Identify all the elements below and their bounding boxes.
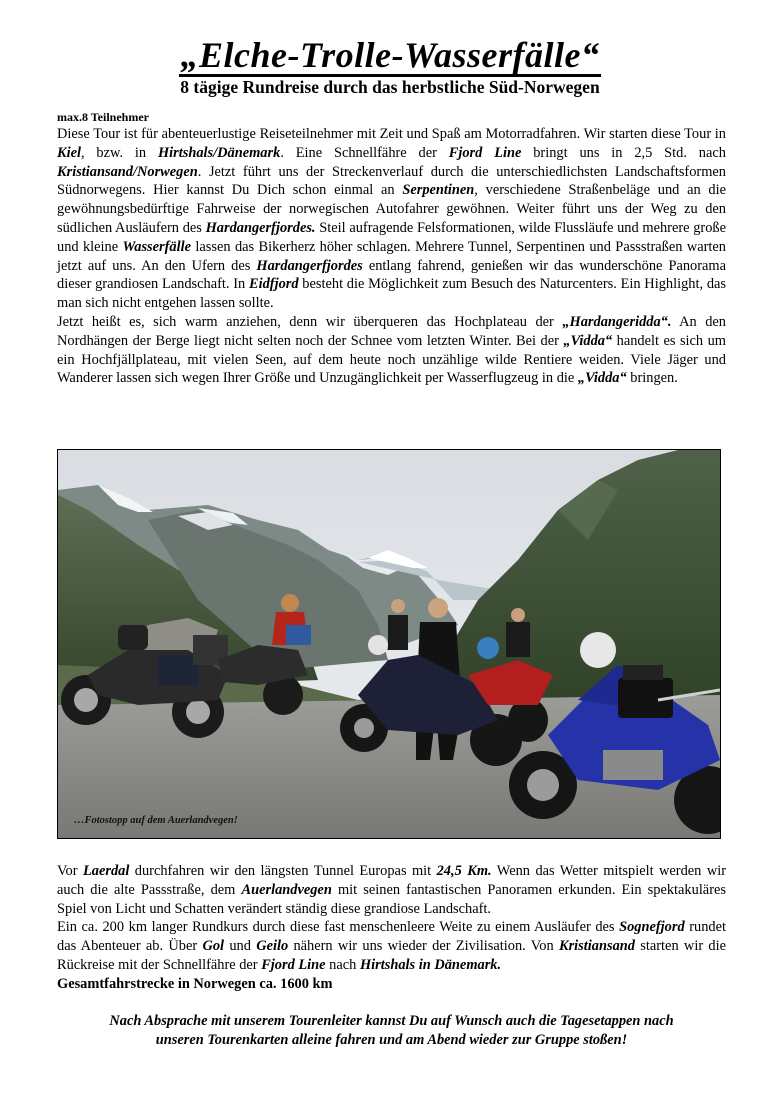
intro-paragraph-1 xyxy=(57,125,726,313)
text-run: lassen das Bikerherz höher schlagen. Mehrere Tunnel, Serpentinen und Passstraßen warten jetzt auf uns. An den Ufern des xyxy=(57,238,726,274)
text-run: nach xyxy=(325,956,360,973)
text-run: Wenn das Wetter mitspielt werden wir auch die alte Passstraße, dem xyxy=(57,863,727,898)
emphasized-term: „Hardangeridda“. xyxy=(562,313,672,330)
emphasized-term: Laerdal xyxy=(82,863,130,879)
intro-paragraph-2 xyxy=(57,313,726,388)
text-run: besteht die Möglichkeit zum Besuch des Naturcenters. Ein Highlight, das man sich nicht entgehen lassen sollte. xyxy=(57,276,726,312)
outro-paragraph-1 xyxy=(57,862,726,918)
text-run: Vor xyxy=(57,863,83,879)
text-run: An den Nordhängen der Berge liegt nicht selten noch der Schnee vom letzten Winter. Bei der xyxy=(57,313,726,349)
document-subtitle: 8 tägige Rundreise durch das herbstliche Süd-Norwegen xyxy=(180,77,600,97)
text-run: bringen. xyxy=(626,370,678,387)
intro-section xyxy=(57,125,726,388)
emphasized-term: Wasserfälle xyxy=(122,238,192,255)
text-run: durchfahren wir den längsten Tunnel Europas mit xyxy=(129,863,437,879)
outro-section xyxy=(57,862,726,994)
emphasized-term: Fjord Line xyxy=(448,144,522,161)
emphasized-term: Sognefjord xyxy=(619,919,685,936)
text-run: . Eine Schnellfähre der xyxy=(280,144,449,161)
text-run: , verschiedene Straßenbeläge und an die gewöhnungsbedürftige Fahrweise der norwegischen Autofahrer gewöhnen. Weiter führt uns der Weg zu den südlichen Ausläufern des xyxy=(57,182,726,236)
emphasized-term: Eidfjord xyxy=(248,276,299,293)
emphasized-term: Kristiansand xyxy=(558,938,635,955)
text-run: Diese Tour ist für abenteuerlustige Reiseteilnehmer mit Zeit und Spaß am Motorradfahren. Wir starten diese Tour in xyxy=(57,126,726,142)
document-title xyxy=(0,36,780,77)
mountain-motorcycle-photo xyxy=(58,450,720,838)
emphasized-term: Geilo xyxy=(256,938,289,955)
text-run: mit seinen fantastischen Panoramen erkunden. Ein spektakuläres Spiel von Licht und Schatten verändert ständig diese grandiose Landschaft. xyxy=(57,881,726,917)
emphasized-term: Serpentinen xyxy=(402,182,475,199)
emphasized-term: „Vidda“ xyxy=(577,370,627,387)
tour-photo xyxy=(57,449,721,839)
emphasized-term: Fjord Line xyxy=(261,956,326,973)
emphasized-term: Gol xyxy=(202,938,225,955)
emphasized-term: Hardangerfjordes. xyxy=(205,219,316,236)
closing-line-2: unseren Tourenkarten alleine fahren und am Abend wieder zur Gruppe stoßen! xyxy=(155,1032,628,1048)
closing-line-1: Nach Absprache mit unserem Tourenleiter kannst Du auf Wunsch auch die Tagesetappen nach xyxy=(109,1013,674,1029)
text-run: Ein ca. 200 km langer Rundkurs durch diese fast menschenleere Weite zu einem Ausläufer des xyxy=(57,919,620,936)
participant-limit: max.8 Teilnehmer xyxy=(57,110,149,124)
text-run: rundet das Abenteuer ab. Über xyxy=(57,919,726,955)
text-run: Jetzt heißt es, sich warm anziehen, denn wir überqueren das Hochplateau der xyxy=(57,313,563,330)
document-title-text: „Elche-Trolle-Wasserfälle“ xyxy=(180,35,600,75)
outro-paragraph-2 xyxy=(57,918,726,974)
total-distance: Gesamtfahrstrecke in Norwegen ca. 1600 km xyxy=(57,975,333,992)
emphasized-term: „Vidda“ xyxy=(563,332,613,349)
emphasized-term: Auerlandvegen xyxy=(241,881,332,898)
emphasized-term: 24,5 Km. xyxy=(436,863,492,879)
photo-caption: …Fotostopp auf dem Auerlandvegen! xyxy=(74,815,238,826)
text-run: handelt es sich um ein Hochfjällplateau, mit vielen Seen, auf dem heute noch unzählige wilde Rentiere weiden. Viele Jäger und Wanderer lassen sich wegen Ihrer Größe und Unzugänglichkeit per Wasserflugzeug in die xyxy=(57,332,726,387)
text-run: nähern wir uns wieder der Zivilisation. Von xyxy=(288,938,559,955)
text-run: starten wir die Rückreise mit der Schnellfähre der xyxy=(57,938,726,973)
emphasized-term: Hardangerfjordes xyxy=(256,257,363,274)
text-run: . Jetzt führt uns der Streckenverlauf durch die unterschiedlichsten Landschaftsformen Südnorwegens. Hier kannst Du Dich schon einmal an xyxy=(57,163,726,199)
text-run: Steil aufragende Felsformationen, wilde Flussläufe und mehrere große und kleine xyxy=(57,219,726,255)
text-run: entlang fahrend, genießen wir das wunderschöne Panorama dieser grandiosen Landschaft. In xyxy=(57,257,726,293)
emphasized-term: Hirtshals/Dänemark xyxy=(157,144,281,161)
emphasized-term: Kiel xyxy=(57,144,81,161)
emphasized-term: Kristiansand/Norwegen xyxy=(57,163,198,180)
closing-note xyxy=(57,1012,726,1050)
text-run: bringt uns in 2,5 Std. nach xyxy=(521,144,726,161)
text-run: , bzw. in xyxy=(80,144,158,161)
text-run: und xyxy=(224,938,257,955)
emphasized-term: Hirtshals in Dänemark. xyxy=(359,956,502,973)
